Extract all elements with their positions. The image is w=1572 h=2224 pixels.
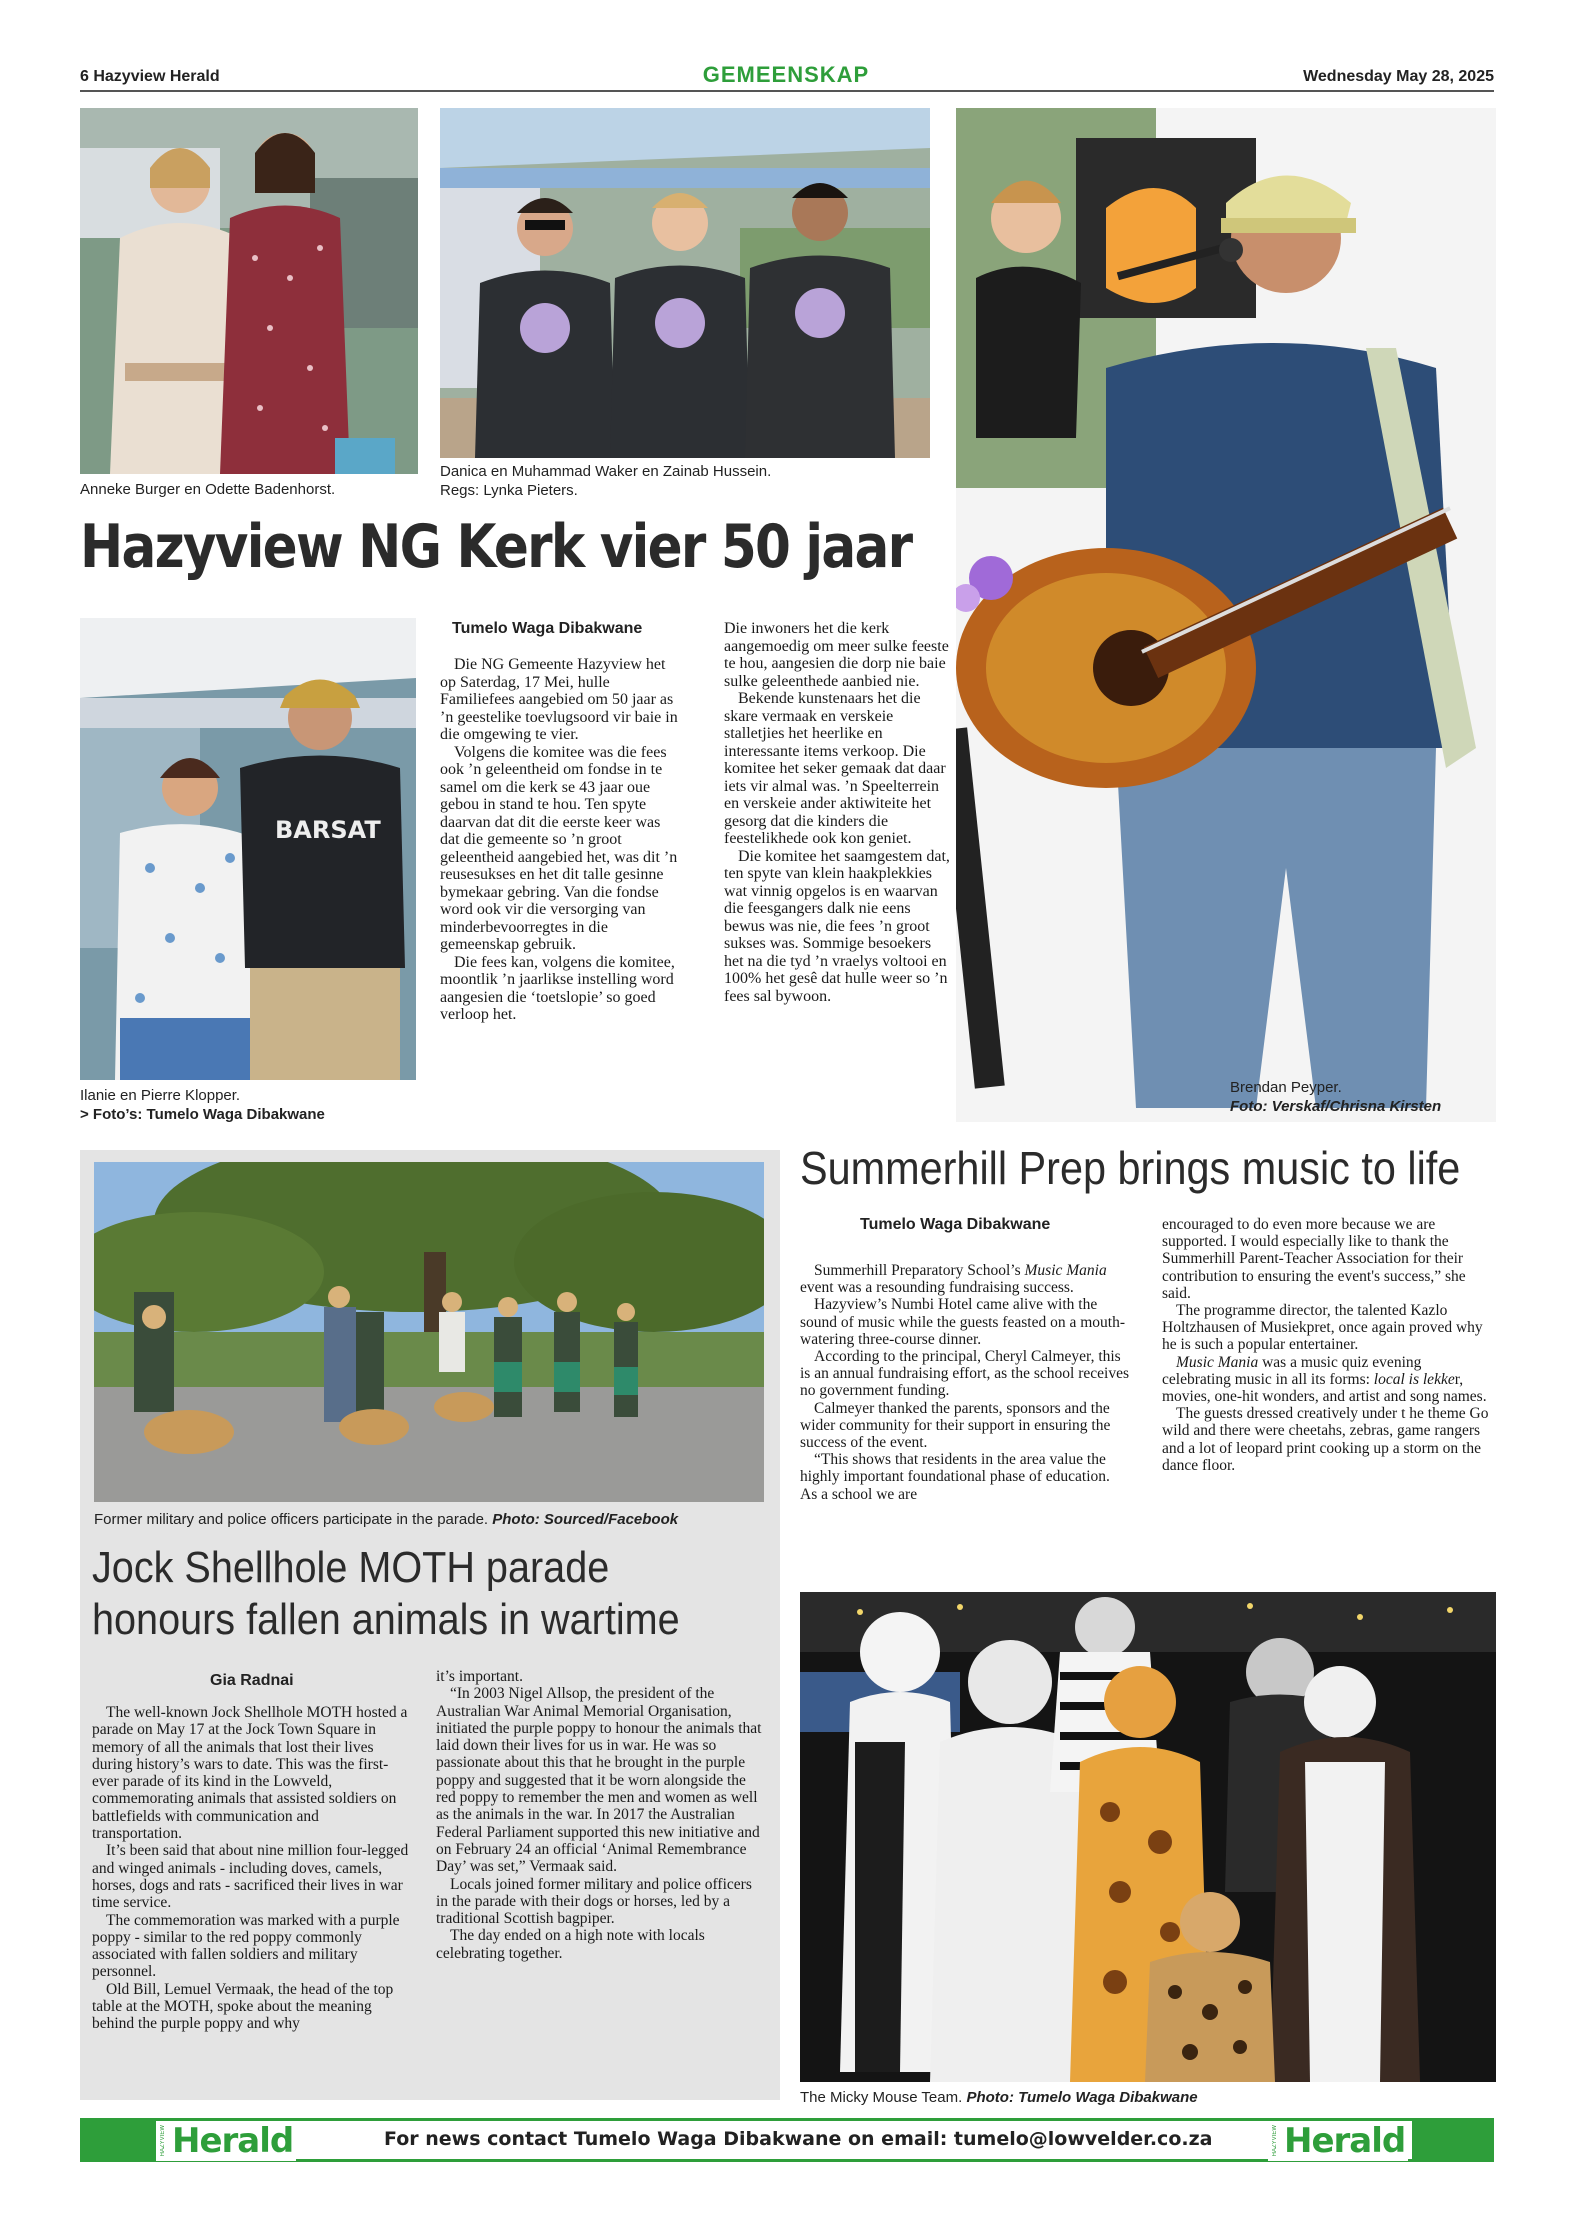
article3-photo-caption bbox=[800, 2088, 1198, 2107]
article1-photo-caption bbox=[80, 1086, 325, 1124]
article1-col2-p1: Die inwoners het die kerk aangemoedig om meer sulke feeste te hou, aangesien die dorp nie baie sulke geleenthede aanbied nie. bbox=[724, 620, 949, 690]
article1-headline: Hazyview NG Kerk vier 50 jaar bbox=[80, 512, 912, 582]
article2-headline-line1: Jock Shellhole MOTH parade bbox=[92, 1543, 610, 1592]
footer-contact: For news contact Tumelo Waga Dibakwane on email: tumelo@lowvelder.co.za bbox=[384, 2128, 1213, 2150]
photo-guitarist bbox=[956, 108, 1496, 1122]
article2-byline: Gia Radnai bbox=[210, 1672, 294, 1689]
article3-column2 bbox=[1162, 1216, 1492, 1474]
article3-byline: Tumelo Waga Dibakwane bbox=[860, 1216, 1051, 1233]
article2-col1-p3: The commemoration was marked with a purple poppy - similar to the red poppy commonly associated with fallen soldiers and military personnel. bbox=[92, 1911, 400, 1981]
article1-column2 bbox=[724, 620, 954, 1005]
article3-col2-p3-b: r, movies, one-hit wonders, and artist and song names. bbox=[1162, 1370, 1487, 1406]
article3-col1-p1 bbox=[800, 1262, 1130, 1296]
photo-two-women bbox=[80, 108, 418, 474]
article3-col1-p1-a: Summerhill Preparatory School’s bbox=[814, 1262, 1025, 1279]
article3-caption-text: The Micky Mouse Team. bbox=[800, 2089, 963, 2106]
header-rule bbox=[80, 90, 1494, 92]
photo2-caption-line1: Danica en Muhammad Waker en Zainab Hussein. bbox=[440, 463, 772, 480]
article3-col2-p1: encouraged to do even more because we are supported. I would especially like to thank the Summerhill Parent-Teacher Association for their contribution to ensuring the event's success,” she said. bbox=[1162, 1216, 1466, 1302]
photo3-credit: Foto: Verskaf/Chrisna Kirsten bbox=[1230, 1098, 1442, 1115]
article1-photo-credit: > Foto’s: Tumelo Waga Dibakwane bbox=[80, 1106, 325, 1123]
article2-column1 bbox=[92, 1704, 412, 2033]
article3-photo-credit: Photo: Tumelo Waga Dibakwane bbox=[966, 2089, 1198, 2106]
article3-column1 bbox=[800, 1262, 1130, 1503]
article1-col1-p1: Die NG Gemeente Hazyview het op Saterdag, 17 Mei, hulle Familiefees aangebied om 50 jaar as ’n geestelike toevlugsoord vir baie in die omgewing te vier. bbox=[440, 656, 678, 743]
photo1-caption: Anneke Burger en Odette Badenhorst. bbox=[80, 481, 336, 498]
article3-col2-p4: The guests dressed creatively under t he theme Go wild and there were cheetahs, zebras, game rangers and a lot of leopard print cooking up a storm on the dance floor. bbox=[1162, 1405, 1489, 1474]
article1-caption-names: Ilanie en Pierre Klopper. bbox=[80, 1087, 241, 1104]
footer-logo-text-left: Herald bbox=[172, 2121, 294, 2161]
article1-col1-p2: Volgens die komitee was die fees ook ’n geleentheid om fondse in te samel om die kerk se 43 jaar oue gebou in stand te hou. Ten spyte daarvan dat dit die eerste keer was dat die gemeente so ’n groot geleentheid aangebied het, was dit ’n reusesukses en het dit talle gesinne bymekaar gebring. Van die fondse word ook vir die versorging van minderbevoorregtes in die gemeenskap gebruik. bbox=[440, 743, 678, 953]
article1-column1 bbox=[440, 656, 680, 1024]
article3-col2-p3-em2: local is lekke bbox=[1373, 1370, 1455, 1388]
article2-col1-p4: Old Bill, Lemuel Vermaak, the head of the top table at the MOTH, spoke about the meaning behind the purple poppy and why bbox=[92, 1980, 394, 2033]
article3-col2-p3-a: was a music quiz evening celebrating music in all its forms: bbox=[1162, 1353, 1422, 1388]
article3-col2-p2: The programme director, the talented Kazlo Holtzhausen of Musiekpret, once again proved why he is such a popular entertainer. bbox=[1162, 1302, 1483, 1354]
photo-parade bbox=[94, 1162, 764, 1502]
article2-photo-credit: Photo: Sourced/Facebook bbox=[492, 1511, 679, 1528]
article3-col1-p2: Hazyview’s Numbi Hotel came alive with the sound of music while the guests feasted on a mouth-watering three-course dinner. bbox=[800, 1296, 1126, 1348]
article3-col1-p3: According to the principal, Cheryl Calmeyer, this is an annual fundraising effort, as the school receives no government funding. bbox=[800, 1348, 1129, 1400]
article2-col1-p1: The well-known Jock Shellhole MOTH hosted a parade on May 17 at the Jock Town Square in memory of all the animals that lost their lives during history’s wars to date. This was the first-ever parade of its kind in the Lowveld, commemorating animals that assisted soldiers on battlefields with communication and transportation. bbox=[92, 1704, 408, 1843]
article2-headline bbox=[92, 1542, 680, 1646]
section-title: GEMEENSKAP bbox=[702, 62, 870, 87]
issue-date: Wednesday May 28, 2025 bbox=[1303, 68, 1494, 85]
article3-col1-p5: “This shows that residents in the area value the highly important foundational phase of education. As a school we are bbox=[800, 1451, 1110, 1503]
footer-logo-small-left: HAZYVIEW bbox=[160, 2125, 166, 2157]
article2-photo-caption bbox=[94, 1510, 678, 1529]
article1-col1-p3: Die fees kan, volgens die komitee, moontlik ’n jaarlikse instelling word aangesien die ‘toetslopie’ so goed verloop het. bbox=[440, 953, 675, 1023]
svg-text:BARSAT: BARSAT bbox=[275, 816, 381, 844]
article2-col2-p1: it’s important. bbox=[436, 1668, 523, 1685]
article3-col2-p3 bbox=[1162, 1354, 1492, 1406]
article3-col1-p4: Calmeyer thanked the parents, sponsors and the wider community for their support in ensuring the success of the event. bbox=[800, 1399, 1111, 1452]
photo3-caption-name: Brendan Peyper. bbox=[1230, 1079, 1342, 1096]
footer-logo-left bbox=[156, 2121, 296, 2161]
footer-logo-right bbox=[1268, 2121, 1408, 2161]
article2-column2 bbox=[436, 1668, 764, 1962]
photo-couple bbox=[80, 618, 416, 1080]
article3-col1-p1-b: event was a resounding fundraising success. bbox=[800, 1279, 1074, 1297]
article2-headline-line2: honours fallen animals in wartime bbox=[92, 1595, 680, 1644]
photo3-caption bbox=[1230, 1078, 1441, 1116]
article2-caption-text: Former military and police officers participate in the parade. bbox=[94, 1511, 489, 1528]
article2-col2-p4: The day ended on a high note with locals celebrating together. bbox=[436, 1927, 705, 1962]
footer-green-right bbox=[1412, 2118, 1494, 2162]
footer-logo-text-right: Herald bbox=[1284, 2121, 1406, 2161]
article3-col2-p3-em: Music Mania bbox=[1176, 1353, 1259, 1371]
article2-col2-p3: Locals joined former military and police officers in the parade with their dogs or horses, led by a traditional Scottish bagpiper. bbox=[436, 1875, 752, 1928]
page-number: 6 Hazyview Herald bbox=[80, 68, 220, 85]
article2-col2-p2: “In 2003 Nigel Allsop, the president of the Australian War Animal Memorial Organisation, initiated the purple poppy to honour the animals that laid down their lives for us in war. He was so passionate about this that he brought in the purple poppy and suggested that it be worn alongside the red poppy to remember the men and women as well as the animals in the war. In 2017 the Australian Federal Parliament supported this new initiative and on February 24 an official ‘Animal Remembrance Day’ was set,” Vermaak said. bbox=[436, 1685, 762, 1876]
article3-headline: Summerhill Prep brings music to life bbox=[800, 1142, 1461, 1194]
photo2-caption bbox=[440, 462, 771, 500]
article2-col1-p2: It’s been said that about nine million four-legged and winged animals - including doves, camels, horses, dogs and rats - sacrificed their lives in war time service. bbox=[92, 1842, 409, 1912]
article3-col1-p1-em: Music Mania bbox=[1024, 1262, 1107, 1279]
photo-costume-team bbox=[800, 1592, 1496, 2082]
article1-byline: Tumelo Waga Dibakwane bbox=[452, 620, 643, 637]
article1-col2-p2: Bekende kunstenaars het die skare vermaak en verskeie stalletjies het heerlike en interessante items verkoop. Die komitee het seker gemaak dat daar iets vir almal was. ’n Speelterrein en verskeie ander aktiwiteite het gesorg dat die kinders die feestelikhede ook kon geniet. bbox=[724, 690, 946, 847]
footer-logo-small-right: HAZYVIEW bbox=[1272, 2125, 1278, 2157]
photo2-caption-line2: Regs: Lynka Pieters. bbox=[440, 482, 578, 499]
photo-three-people bbox=[440, 108, 930, 458]
article1-col2-p3: Die komitee het saamgestem dat, ten spyte van klein haakplekkies wat vinnig opgelos is en waarvan die feesgangers dalk nie eens bewus was nie, die fees ’n groot sukses was. Sommige besoekers het na die tyd ’n vraelys voltooi en 100% het gesê dat hulle weer so ’n fees sal bywoon. bbox=[724, 847, 950, 1005]
